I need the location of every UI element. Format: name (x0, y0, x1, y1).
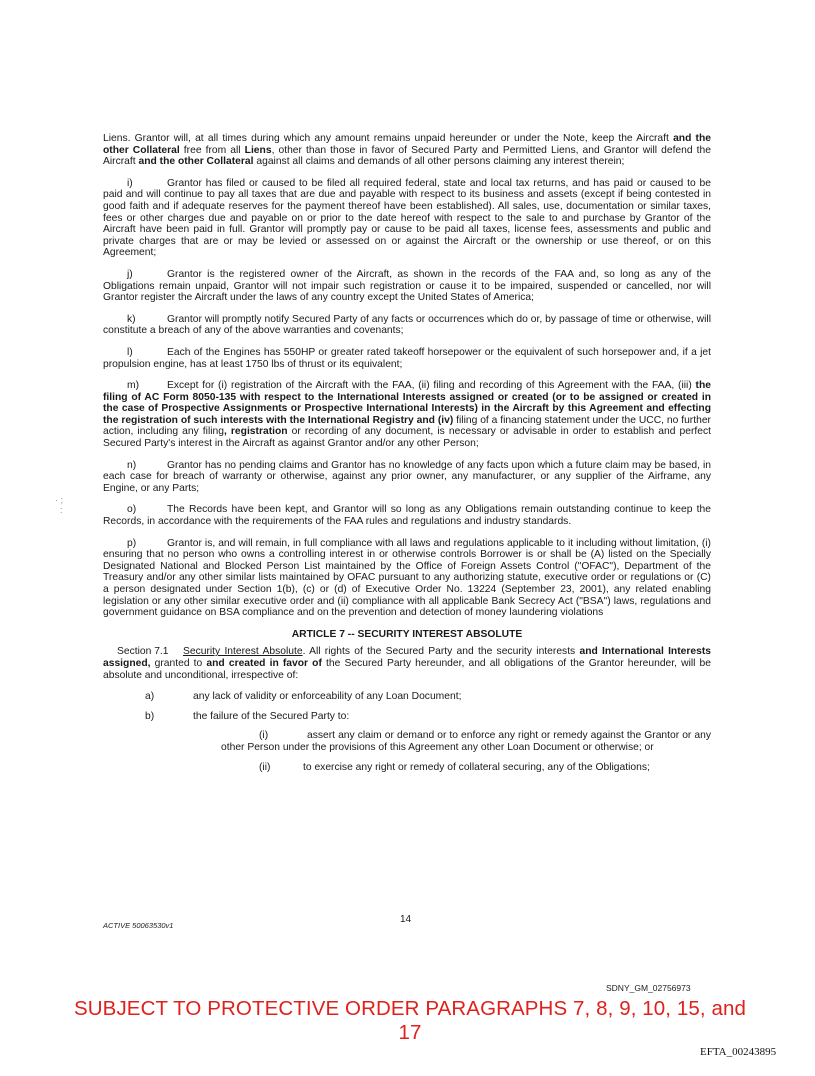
paragraph-label: k) (127, 313, 136, 325)
paragraph-label: p) (127, 537, 137, 549)
paragraph-label: i) (127, 177, 133, 189)
paragraph-label: o) (127, 504, 137, 516)
scan-mark: · ; : (55, 495, 63, 515)
paragraph-j: j) Grantor is the registered owner of the Aircraft, as shown in the records of the FAA and, so long as any of the Obligations remain unpaid, Grantor will not impair such registration or cause it to be impaired, suspended or cancelled, nor will Grantor register the Aircraft under the laws of any country except the United States of America; (103, 268, 711, 304)
section-7-1: Section 7.1 Security Interest Absolute. All rights of the Secured Party and the security interests and International Interests assigned, granted to and created in favor of the Secured Party hereunder, and all obligations of the Grantor hereunder, will be absolute and unconditional, irrespective of: (103, 646, 712, 681)
section-title: Security Interest Absolute (183, 646, 303, 658)
opening-paragraph: Liens. Grantor will, at all times during which any amount remains unpaid hereunder or under the Note, keep the Aircraft and the other Collateral free from all Liens, other than those in favor of Secured Party and Permitted Liens, and Grantor will defend the Aircraft and the other Collateral against all claims and demands of all other persons claiming any interest therein; (103, 133, 711, 168)
paragraph-label: j) (127, 268, 133, 280)
protective-order-notice: SUBJECT TO PROTECTIVE ORDER PARAGRAPHS 7, 8, 9, 10, 15, and 17 (74, 997, 746, 1044)
paragraph-label: n) (127, 459, 137, 471)
paragraph-n: n) Grantor has no pending claims and Grantor has no knowledge of any facts upon which a future claim may be based, in each case for breach of warranty or otherwise, against any prior owner, any manufacturer, or any supplier of the Airframe, any Engine, or any Parts; (103, 459, 711, 494)
list-item-text: any lack of validity or enforceability of any Loan Document; (193, 691, 462, 703)
list-item-label: (i) (259, 730, 269, 742)
list-item-b-i: (i) assert any claim or demand or to enforce any right or remedy against the Grantor or any other Person under the provisions of this Agreement any other Loan Document or otherwise; or (221, 730, 711, 753)
list-item-label: a) (145, 691, 155, 703)
article-heading: ARTICLE 7 -- SECURITY INTEREST ABSOLUTE (291, 628, 523, 640)
paragraph-m: m) Except for (i) registration of the Aircraft with the FAA, (ii) filing and recording of this Agreement with the FAA, (iii) the filing of AC Form 8050-135 with respect to the International Interests assigned or created (or to be assigned or created in the case of Prospective Assignments or Prospective International Interests) in the Aircraft by this Agreement and effecting the registration of such interests with the International Registry and (iv) filing of a financing statement under the UCC, no further action, including any filing, registration or recording of any document, is necessary or advisable in order to establish and perfect Secured Party's interest in the Aircraft as against Grantor and/or any other Person; (103, 380, 711, 450)
bates-number: SDNY_GM_02756973 (606, 983, 691, 993)
paragraph-i: i) Grantor has filed or caused to be filed all required federal, state and local tax returns, and has paid or caused to be paid and will continue to pay all taxes that are due and payable with respect to its business and assets (except if being contested in good faith and if adequate reserves for the payment thereof have been established). All sales, use, documentation or similar taxes, fees or other charges due and payable on or prior to the date hereof with respect to the sale to and purchase by Grantor of the Aircraft have been paid in full. Grantor will promptly pay or cause to be paid all taxes, license fees, assessments and public and private charges that are or may be levied or assessed on or against the Aircraft or the ownership or use thereof, or on this Agreement; (103, 177, 711, 259)
document-id: ACTIVE 50063530v1 (103, 921, 174, 930)
paragraph-p: p) Grantor is, and will remain, in full compliance with all laws and regulations applicable to it including without limitation, (i) ensuring that no person who owns a controlling interest in or otherwise controls Borrower is or shall be (A) listed on the Specially Designated National and Blocked Person List maintained by the Office of Foreign Assets Control ("OFAC"), Department of the Treasury and/or any other similar lists maintained by OFAC pursuant to any authorizing statute, executive order or regulations or (C) a person designated under Section 1(b), (c) or (d) of Executive Order No. 13224 (September 23, 2001), any related enabling legislation or any other similar executive order and (ii) compliance with all applicable Bank Secrecy Act ("BSA") laws, regulations and government guidance on BSA compliance and on the prevention and detection of money laundering violations (103, 537, 711, 619)
list-item-b-ii: (ii) to exercise any right or remedy of collateral securing, any of the Obligations; (259, 761, 650, 773)
efta-number: EFTA_00243895 (700, 1046, 777, 1058)
list-item-b (103, 711, 711, 723)
paragraph-label: m) (127, 380, 140, 392)
paragraph-l: l) Each of the Engines has 550HP or greater rated takeoff horsepower or the equivalent of such horsepower and, if a jet propulsion engine, has at least 1750 lbs of thrust or its equivalent; (103, 346, 711, 370)
list-item-label: b) (145, 710, 155, 722)
paragraph-o: o) The Records have been kept, and Grantor will so long as any Obligations remain outstanding continue to keep the Records, in accordance with the requirements of the FAA rules and regulations and industry standards. (103, 504, 711, 528)
paragraph-k: k) Grantor will promptly notify Secured Party of any facts or occurrences which do or, by passage of time or otherwise, will constitute a breach of any of the above warranties and covenants; (103, 313, 711, 337)
list-item-text: the failure of the Secured Party to: (193, 710, 350, 722)
section-number: Section 7.1 (117, 646, 169, 658)
paragraph-label: l) (127, 346, 133, 358)
list-item-label: (ii) (259, 761, 271, 773)
list-item-a (103, 691, 711, 703)
document-body (103, 133, 711, 773)
page-number: 14 (400, 914, 412, 925)
